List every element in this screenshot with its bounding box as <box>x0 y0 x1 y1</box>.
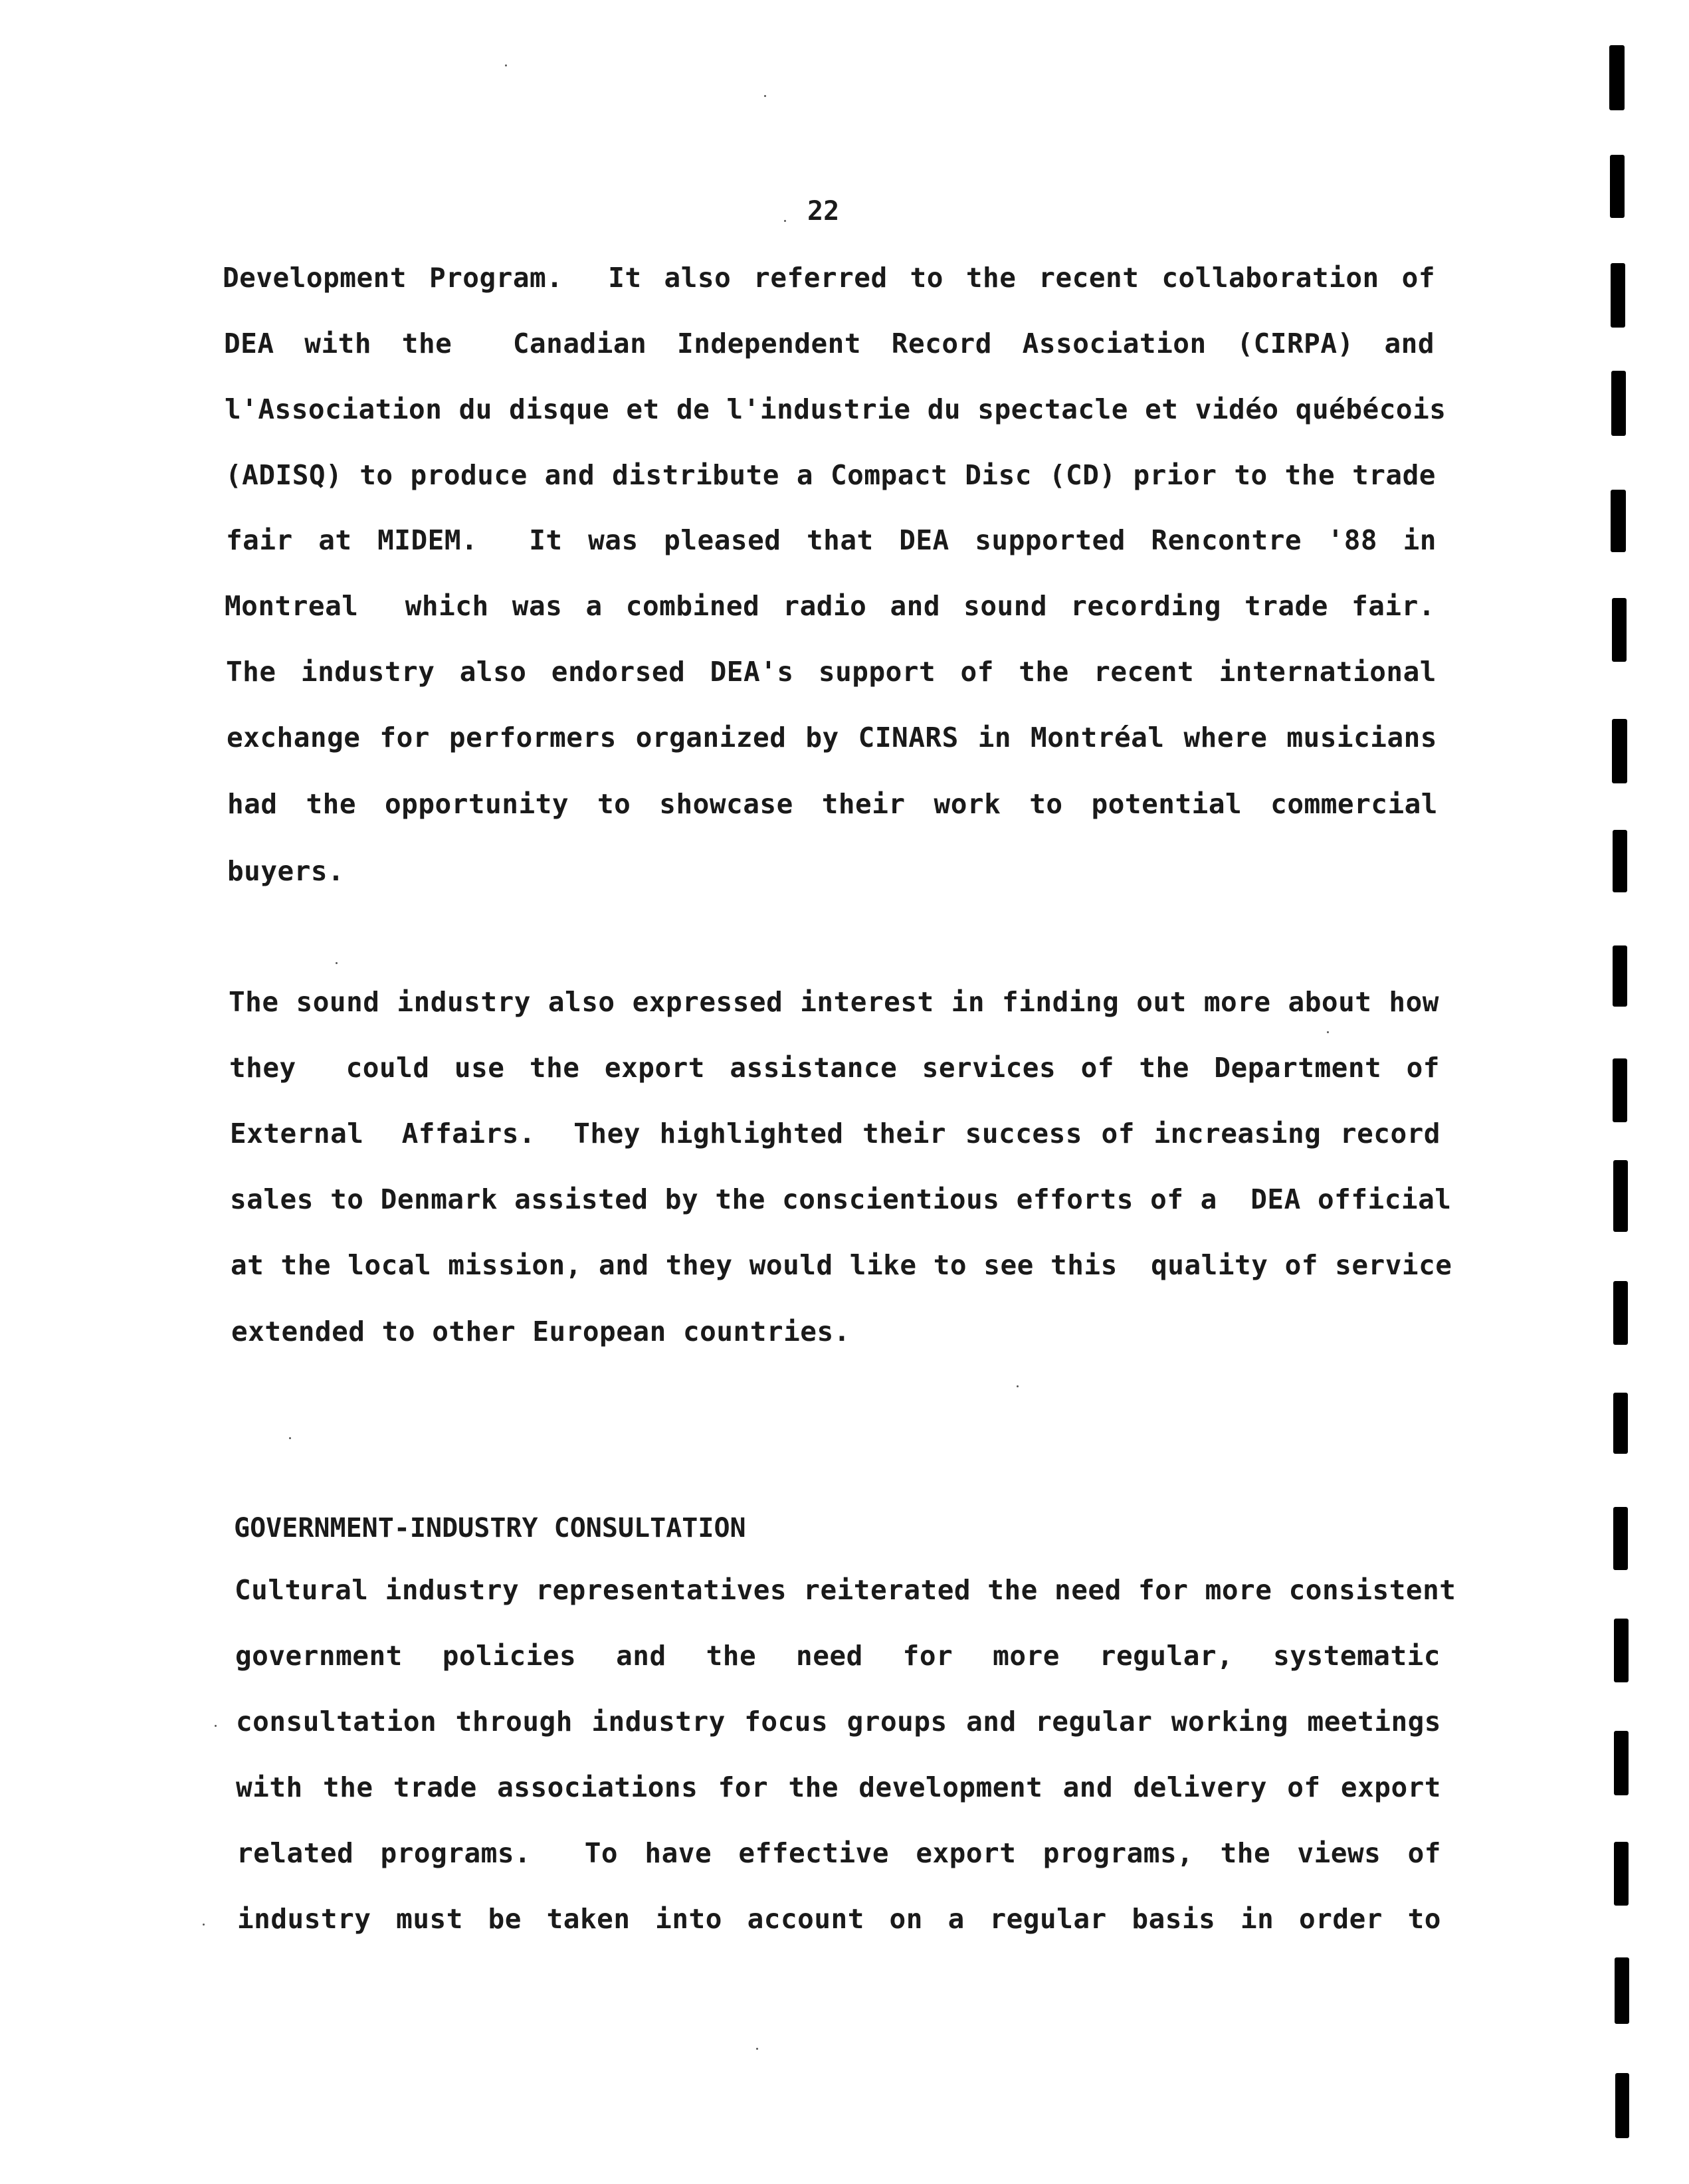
paragraph-line: Montreal which was a combined radio and sound recording trade fair. <box>225 590 1435 622</box>
scan-speck <box>764 95 766 97</box>
binding-mark <box>1614 1619 1629 1682</box>
paragraph-line: buyers. <box>227 855 345 887</box>
paragraph-line: l'Association du disque et de l'industrie du spectacle et vidéo québécois <box>225 393 1446 425</box>
paragraph-line: related programs. To have effective export programs, the views of <box>237 1837 1441 1869</box>
scan-speck <box>756 2048 758 2050</box>
scan-speck <box>336 962 338 964</box>
binding-mark <box>1613 1393 1628 1454</box>
binding-mark <box>1611 263 1625 328</box>
binding-mark <box>1614 1731 1629 1795</box>
paragraph-line: consultation through industry focus groups and regular working meetings <box>236 1706 1441 1737</box>
binding-mark <box>1612 598 1627 662</box>
paragraph-line: (ADISQ) to produce and distribute a Compact Disc (CD) prior to the trade <box>225 459 1436 491</box>
scan-speck <box>1327 1031 1329 1033</box>
binding-mark <box>1611 371 1626 436</box>
scan-speck <box>289 1437 291 1439</box>
scan-speck <box>215 1725 217 1727</box>
binding-mark <box>1611 490 1626 552</box>
scan-speck <box>203 1924 205 1926</box>
binding-mark <box>1613 945 1627 1007</box>
paragraph-line: DEA with the Canadian Independent Record Association (CIRPA) and <box>224 328 1435 359</box>
binding-mark <box>1610 155 1625 218</box>
paragraph-line: sales to Denmark assisted by the conscientious efforts of a DEA official <box>230 1183 1452 1215</box>
binding-mark <box>1613 1281 1628 1345</box>
page-number: 22 <box>807 196 840 227</box>
paragraph-line: extended to other European countries. <box>231 1316 850 1347</box>
paragraph-line: with the trade associations for the development and delivery of export <box>236 1771 1441 1803</box>
binding-mark <box>1615 2073 1629 2138</box>
paragraph-line: at the local mission, and they would like to see this quality of service <box>231 1249 1452 1281</box>
binding-mark <box>1613 830 1627 892</box>
scan-speck <box>784 220 786 222</box>
binding-mark <box>1613 1160 1628 1232</box>
binding-mark <box>1613 1507 1628 1570</box>
paragraph-line: had the opportunity to showcase their work to potential commercial <box>227 788 1438 820</box>
paragraph-line: The sound industry also expressed interest in finding out more about how <box>229 986 1439 1018</box>
scan-speck <box>505 64 507 66</box>
paragraph-line: The industry also endorsed DEA's support of the recent international <box>226 656 1437 688</box>
binding-mark <box>1609 45 1625 110</box>
paragraph-line: Cultural industry representatives reiterated the need for more consistent <box>235 1574 1456 1606</box>
paragraph-line: Development Program. It also referred to the recent collaboration of <box>223 262 1435 294</box>
section-heading: GOVERNMENT-INDUSTRY CONSULTATION <box>234 1513 746 1543</box>
paragraph-line: they could use the export assistance services of the Department of <box>229 1052 1440 1084</box>
paragraph-line: External Affairs. They highlighted their success of increasing record <box>230 1118 1441 1149</box>
binding-mark <box>1615 1957 1629 2024</box>
paragraph-line: government policies and the need for more regular, systematic <box>235 1640 1441 1672</box>
paragraph-line: industry must be taken into account on a regular basis in order to <box>237 1903 1441 1935</box>
paragraph-line: exchange for performers organized by CINARS in Montréal where musicians <box>227 722 1437 753</box>
paragraph-line: fair at MIDEM. It was pleased that DEA supported Rencontre '88 in <box>226 524 1437 556</box>
binding-mark <box>1614 1842 1629 1906</box>
binding-mark <box>1612 719 1627 783</box>
scan-speck <box>1017 1385 1019 1387</box>
binding-mark <box>1613 1058 1627 1122</box>
